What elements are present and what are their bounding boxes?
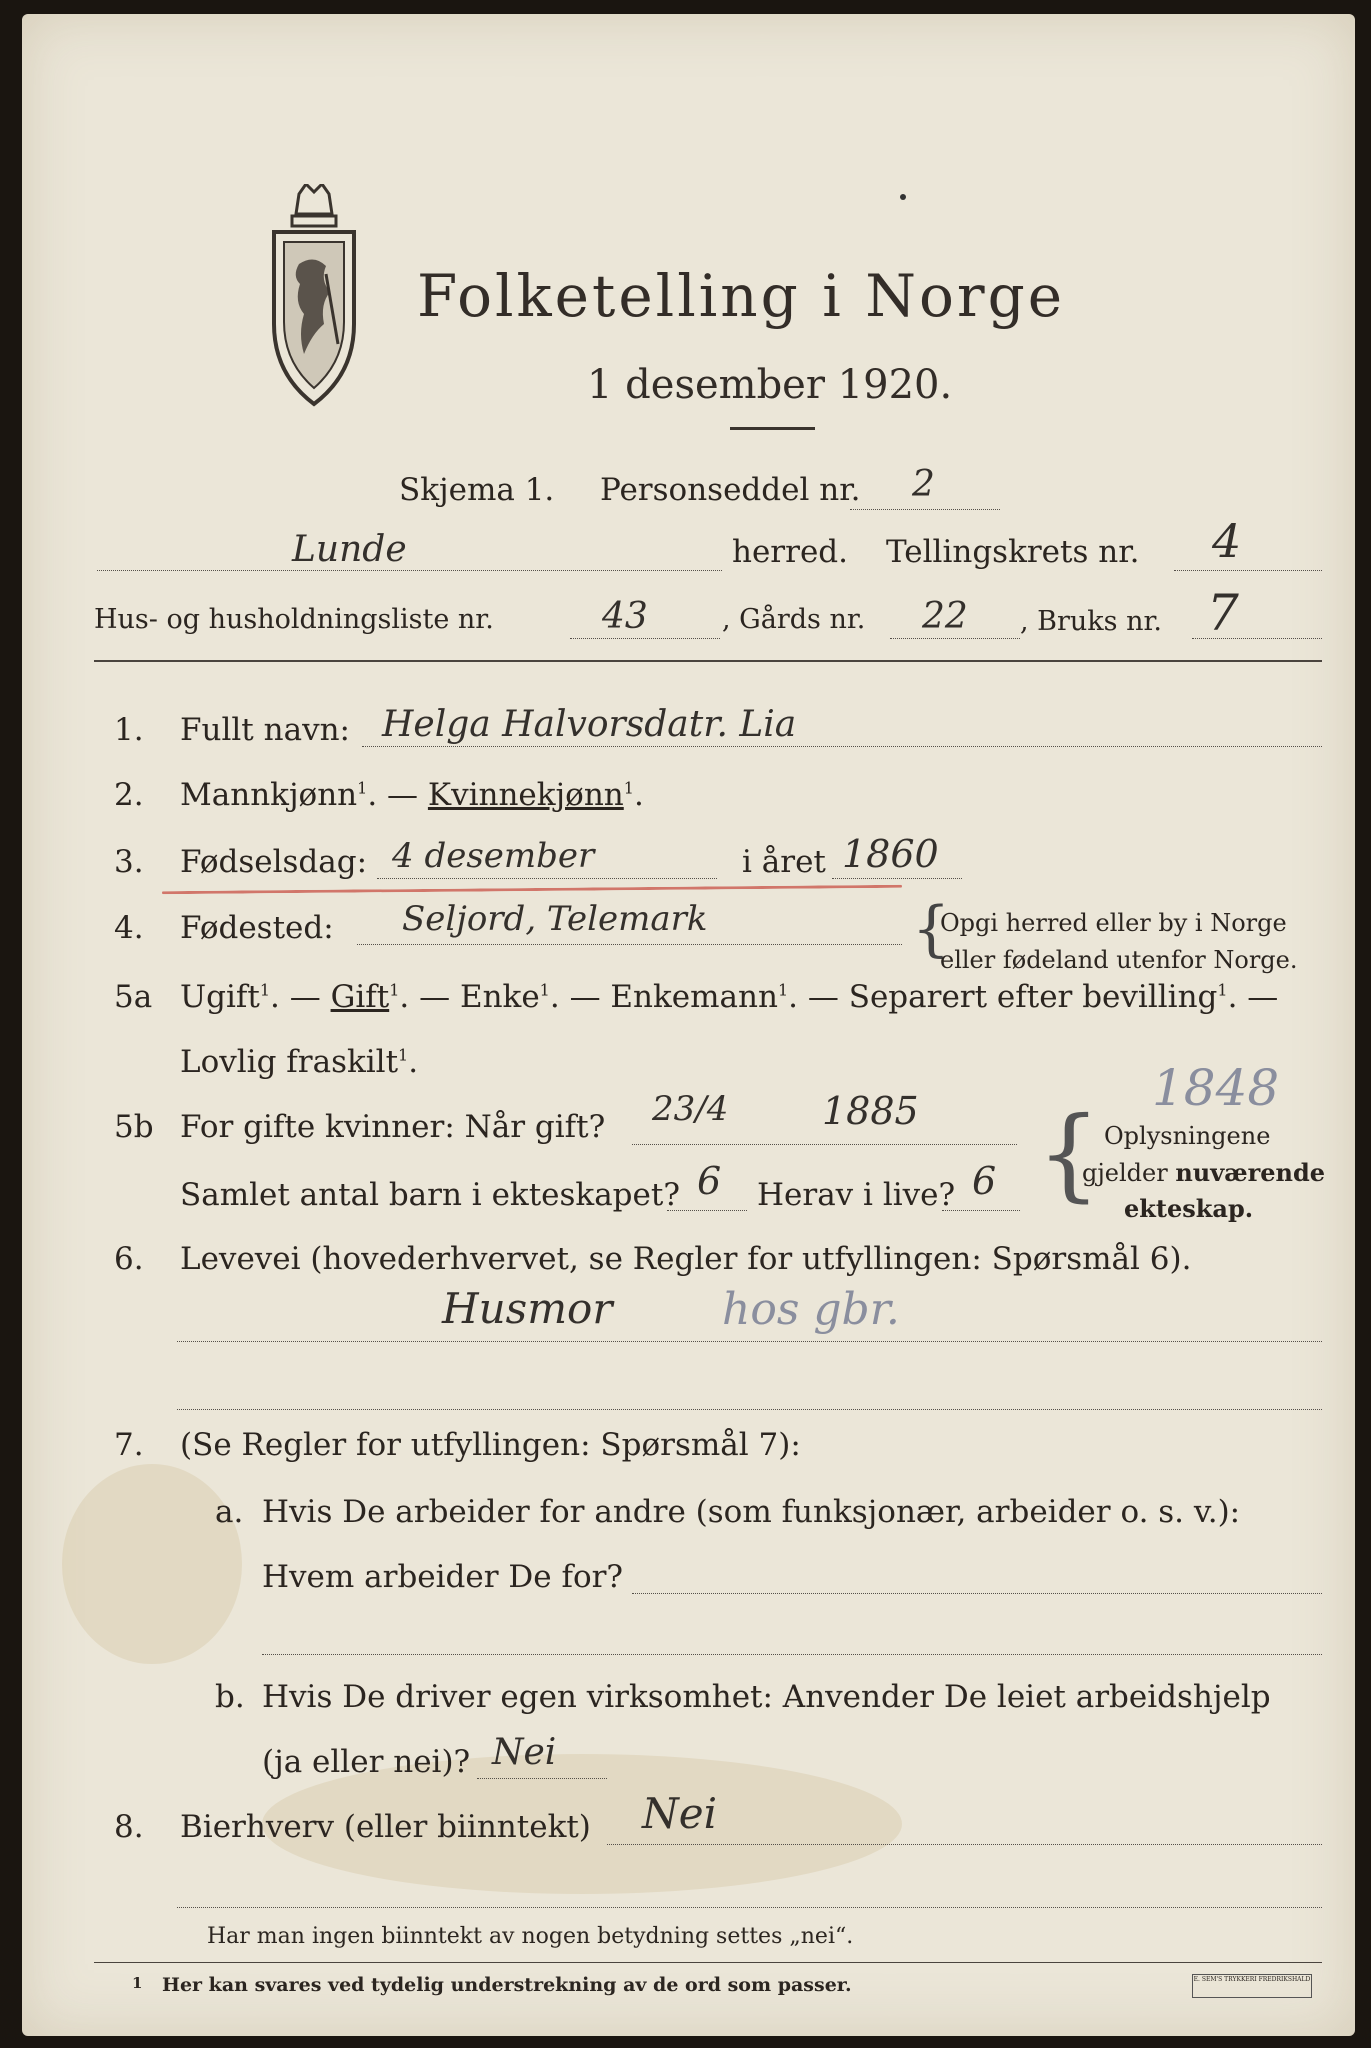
q6-line-2	[177, 1409, 1322, 1410]
q3-label: Fødselsdag:	[180, 844, 368, 880]
q1-label: Fullt navn:	[180, 712, 350, 748]
q5b-barn-label: Samlet antal barn i ekteskapet?	[180, 1177, 680, 1213]
q5b-number: 5b	[114, 1109, 154, 1145]
q3-day-line	[377, 878, 717, 879]
q5b-year: 1885	[822, 1089, 919, 1133]
hus-label: Hus- og husholdningsliste nr.	[94, 604, 494, 635]
q4-brace: {	[912, 894, 951, 964]
q6-label: Levevei (hovederhvervet, se Regler for utfyllingen: Spørsmål 6).	[180, 1241, 1192, 1277]
q4-note-1: Opgi herred eller by i Norge	[940, 909, 1287, 937]
q7a-line-2	[262, 1654, 1322, 1655]
q5b-note-1: Oplysningene	[1104, 1122, 1271, 1150]
personseddel-label: Personseddel nr.	[600, 472, 861, 508]
q4-note-2: eller fødeland utenfor Norge.	[940, 946, 1298, 974]
q3-year-label: i året	[742, 844, 826, 880]
q5a-options: Ugift$^1$. — Gift$^1$. — Enke$^1$. — Enkemann$^1$. — Separert efter bevilling$^1$. —	[180, 979, 1279, 1015]
q1-value: Helga Halvorsdatr. Lia	[382, 704, 797, 745]
schema-label: Skjema 1.	[399, 472, 555, 508]
q5b-note-2: gjelder nuværende	[1082, 1158, 1326, 1187]
q5a-enke: Enke	[459, 979, 540, 1015]
q5b-live-value: 6	[972, 1159, 997, 1203]
q7b-line	[477, 1778, 607, 1779]
q5b-brace: {	[1037, 1095, 1101, 1212]
q7a-line-1	[632, 1593, 1322, 1594]
herred-value: Lunde	[292, 529, 407, 570]
q5b-note-3: ekteskap.	[1124, 1194, 1254, 1223]
form-title: Folketelling i Norge	[417, 262, 1066, 330]
q5b-day: 23/4	[652, 1089, 729, 1129]
gards-label: , Gårds nr.	[722, 604, 866, 635]
footnote-mark: 1	[132, 1974, 143, 1992]
q4-number: 4.	[114, 910, 144, 946]
q8-value: Nei	[642, 1789, 718, 1838]
nei-note: Har man ingen biinntekt av nogen betydning settes „nei“.	[207, 1924, 854, 1949]
tellingskrets-label: Tellingskrets nr.	[886, 534, 1140, 570]
q6-line-1	[177, 1341, 1322, 1342]
q8-number: 8.	[114, 1809, 144, 1845]
herred-line	[97, 570, 722, 571]
q7b-sub: (ja eller nei)?	[262, 1744, 471, 1780]
hus-value: 43	[602, 596, 648, 637]
personseddel-value: 2	[912, 464, 935, 505]
q7a-text: Hvis De arbeider for andre (som funksjonær, arbeider o. s. v.):	[262, 1494, 1241, 1530]
q5b-annotation: 1848	[1152, 1059, 1280, 1117]
herred-label: herred.	[732, 534, 848, 570]
q5b-barn-line	[667, 1210, 747, 1211]
q1-number: 1.	[114, 712, 144, 748]
footnote-text: Her kan svares ved tydelig understrekning av de ord som passer.	[162, 1974, 852, 1996]
printer-stamp: E. SEM'S TRYKKERI FREDRIKSHALD	[1192, 1974, 1312, 1998]
gards-value: 22	[922, 596, 968, 637]
q7-label: (Se Regler for utfyllingen: Spørsmål 7):	[180, 1427, 801, 1463]
q5b-live-label: Herav i live?	[757, 1177, 956, 1213]
q7a-letter: a.	[215, 1494, 244, 1530]
q5b-live-line	[942, 1210, 1020, 1211]
q4-label: Fødested:	[180, 910, 334, 946]
q5a-gift-selected: Gift	[330, 979, 390, 1015]
q1-line	[362, 746, 1322, 747]
q3-value: 4 desember	[392, 836, 595, 876]
footnote-divider	[94, 1962, 1322, 1963]
q7-number: 7.	[114, 1427, 144, 1463]
q4-line	[357, 944, 902, 945]
q4-value: Seljord, Telemark	[402, 899, 708, 939]
coat-of-arms-icon	[254, 184, 374, 414]
personseddel-line	[850, 509, 1000, 510]
tellingskrets-value: 4	[1212, 514, 1242, 568]
bruks-value: 7	[1207, 584, 1239, 642]
q2-options: Mannkjønn$^1$. — Kvinnekjønn$^1$.	[180, 777, 644, 813]
q5a-number: 5a	[114, 979, 153, 1015]
q7b-value: Nei	[492, 1732, 557, 1773]
q6-number: 6.	[114, 1241, 144, 1277]
q2-number: 2.	[114, 777, 144, 813]
q6-value-pencil: hos gbr.	[722, 1284, 900, 1335]
q3-year-value: 1860	[842, 832, 939, 876]
q3-year-line	[832, 878, 962, 879]
q5b-line	[632, 1144, 1017, 1145]
census-form-page	[22, 14, 1355, 2036]
q5a-ugift: Ugift	[180, 979, 260, 1015]
q2-male: Mannkjønn	[180, 777, 358, 813]
q7a-sub: Hvem arbeider De for?	[262, 1559, 624, 1595]
red-underline-mark	[162, 885, 902, 894]
q5a-separert: Separert efter bevilling	[848, 979, 1218, 1015]
q8-line-1	[607, 1844, 1322, 1845]
bruks-label: , Bruks nr.	[1020, 606, 1163, 637]
q7b-letter: b.	[215, 1679, 245, 1715]
title-divider	[730, 427, 815, 430]
q5b-barn-value: 6	[697, 1159, 722, 1203]
q5b-label: For gifte kvinner: Når gift?	[180, 1109, 606, 1145]
section-divider	[94, 660, 1322, 662]
q5a-enkemann: Enkemann	[610, 979, 778, 1015]
q7b-text: Hvis De driver egen virksomhet: Anvender De leiet arbeidshjelp	[262, 1679, 1271, 1715]
hus-line	[570, 638, 720, 639]
q6-value: Husmor	[442, 1284, 613, 1333]
gards-line	[890, 638, 1020, 639]
q5a-lovlig: Lovlig fraskilt$^1$.	[180, 1044, 419, 1080]
tellingskrets-line	[1174, 570, 1322, 571]
q8-line-2	[177, 1907, 1322, 1908]
q2-female-selected: Kvinnekjønn	[427, 777, 624, 813]
q8-label: Bierhverv (eller biinntekt)	[180, 1809, 591, 1845]
form-date: 1 desember 1920.	[587, 362, 953, 408]
q3-number: 3.	[114, 844, 144, 880]
